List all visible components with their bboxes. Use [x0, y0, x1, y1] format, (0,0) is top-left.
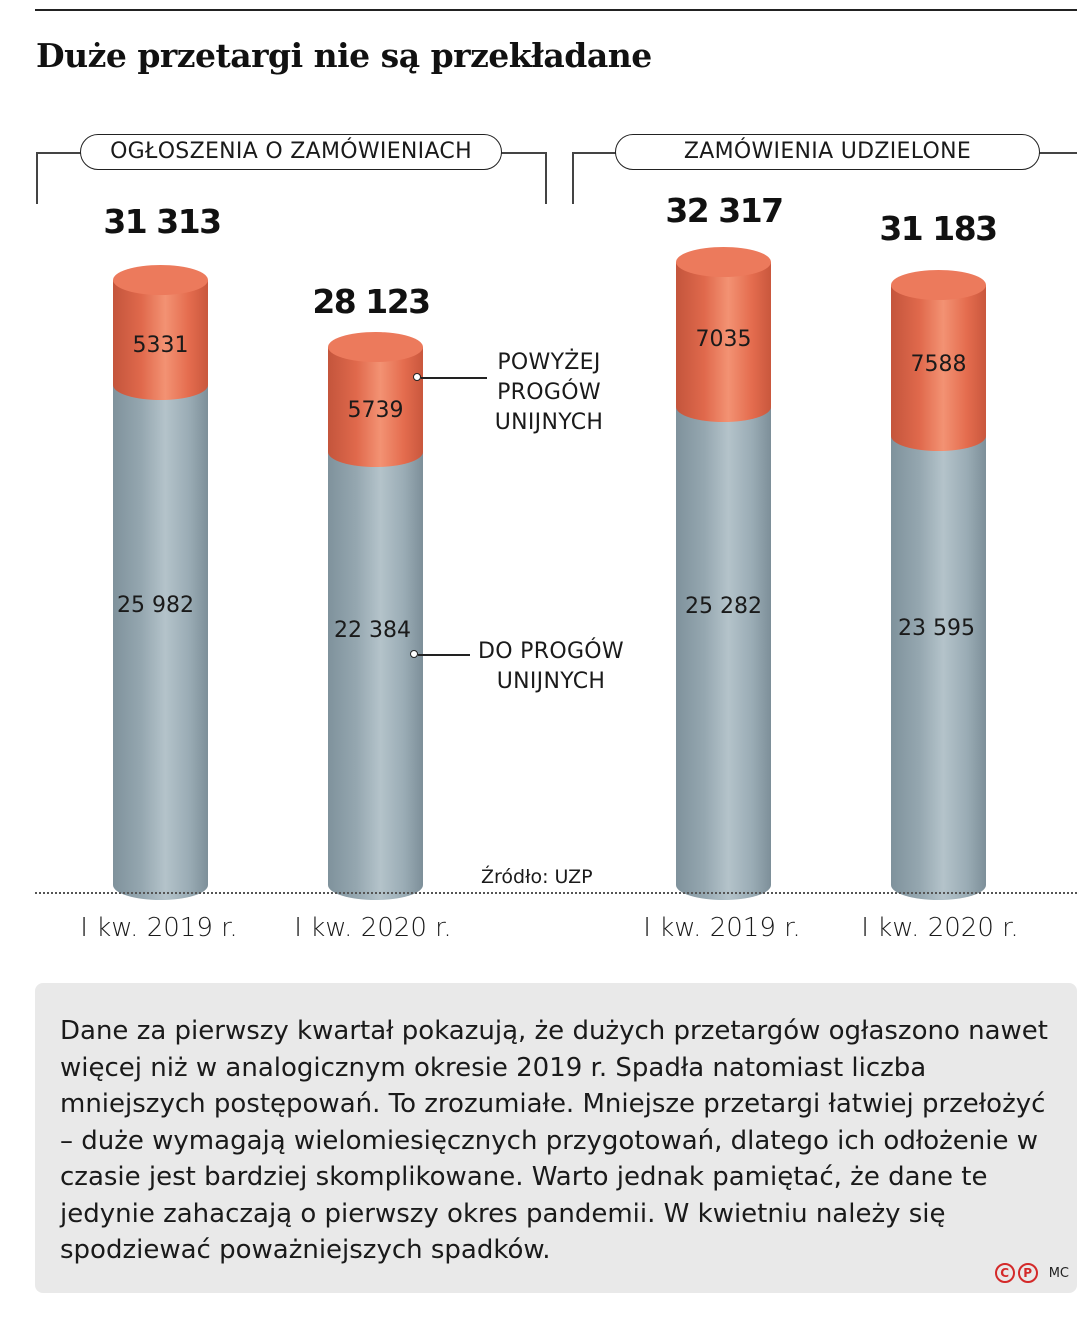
bar-total: 28 123 [312, 282, 430, 321]
group-bracket-top [36, 152, 86, 154]
category-label: I kw. 2020 r. [861, 913, 1019, 943]
copyright-icon: C [995, 1263, 1015, 1283]
baseline-dotted [35, 892, 1077, 894]
top-rule [35, 9, 1077, 11]
group-label-awarded: ZAMÓWIENIA UDZIELONE [615, 134, 1040, 170]
group-bracket-left [572, 152, 574, 204]
chart-title: Duże przetargi nie są przekładane [36, 36, 652, 75]
legend-above-threshold [484, 348, 614, 438]
segment-value-below: 25 282 [685, 594, 762, 619]
cylinder-bar [328, 332, 423, 905]
legend-below-line: DO PROGÓW [478, 639, 624, 664]
group-bracket-right [545, 152, 547, 204]
category-label: I kw. 2019 r. [80, 913, 238, 943]
source-note: Źródło: UZP [481, 866, 593, 888]
segment-value-above: 7588 [910, 352, 967, 377]
bar-total: 32 317 [665, 191, 783, 230]
segment-value-above: 5739 [347, 398, 404, 423]
category-label: I kw. 2019 r. [643, 913, 801, 943]
group-bracket-top [572, 152, 618, 154]
legend-below-line: UNIJNYCH [496, 669, 606, 694]
author-initials: MC [1048, 1265, 1069, 1281]
bar-total: 31 313 [103, 202, 221, 241]
credit [995, 1263, 1069, 1283]
legend-above-line: POWYŻEJ [497, 350, 601, 375]
legend-above-line: UNIJNYCH [494, 410, 604, 435]
segment-value-above: 5331 [132, 333, 189, 358]
commentary-box [35, 983, 1077, 1293]
commentary-text: Dane za pierwszy kwartał pokazują, że dużych przetargów ogłaszono nawet więcej niż w analogicznym okresie 2019 r. Spadła natomiast liczba mniejszych postępowań. To zrozumiałe. Mniejsze przetargi łatwiej przełożyć – duże wymagają wielomiesięcznych przygotowań, dlatego ich odłożenie w czasie jest bardziej skomplikowane. Warto jednak pamiętać, że dane te jedynie zahaczają o pierwszy okres pandemii. W kwietniu należy się spodziewać poważniejszych spadków. [60, 1016, 1048, 1265]
cylinder-bar [891, 270, 986, 905]
category-label: I kw. 2020 r. [294, 913, 452, 943]
legend-pointer-dot [410, 650, 418, 658]
group-bracket-top [1038, 152, 1077, 154]
segment-value-below: 22 384 [334, 618, 411, 643]
legend-pointer-line [421, 377, 487, 379]
legend-above-line: PROGÓW [497, 380, 601, 405]
press-icon: P [1018, 1263, 1038, 1283]
legend-pointer-line [418, 654, 470, 656]
bar-total: 31 183 [879, 209, 997, 248]
cylinder-bar [113, 265, 208, 905]
group-bracket-left [36, 152, 38, 204]
group-bracket-top [500, 152, 546, 154]
group-label-announcements: OGŁOSZENIA O ZAMÓWIENIACH [80, 134, 502, 170]
segment-value-below: 25 982 [117, 593, 194, 618]
segment-value-above: 7035 [695, 327, 752, 352]
legend-pointer-dot [413, 373, 421, 381]
legend-below-threshold [466, 637, 636, 697]
segment-value-below: 23 595 [898, 616, 975, 641]
cylinder-bar [676, 247, 771, 905]
